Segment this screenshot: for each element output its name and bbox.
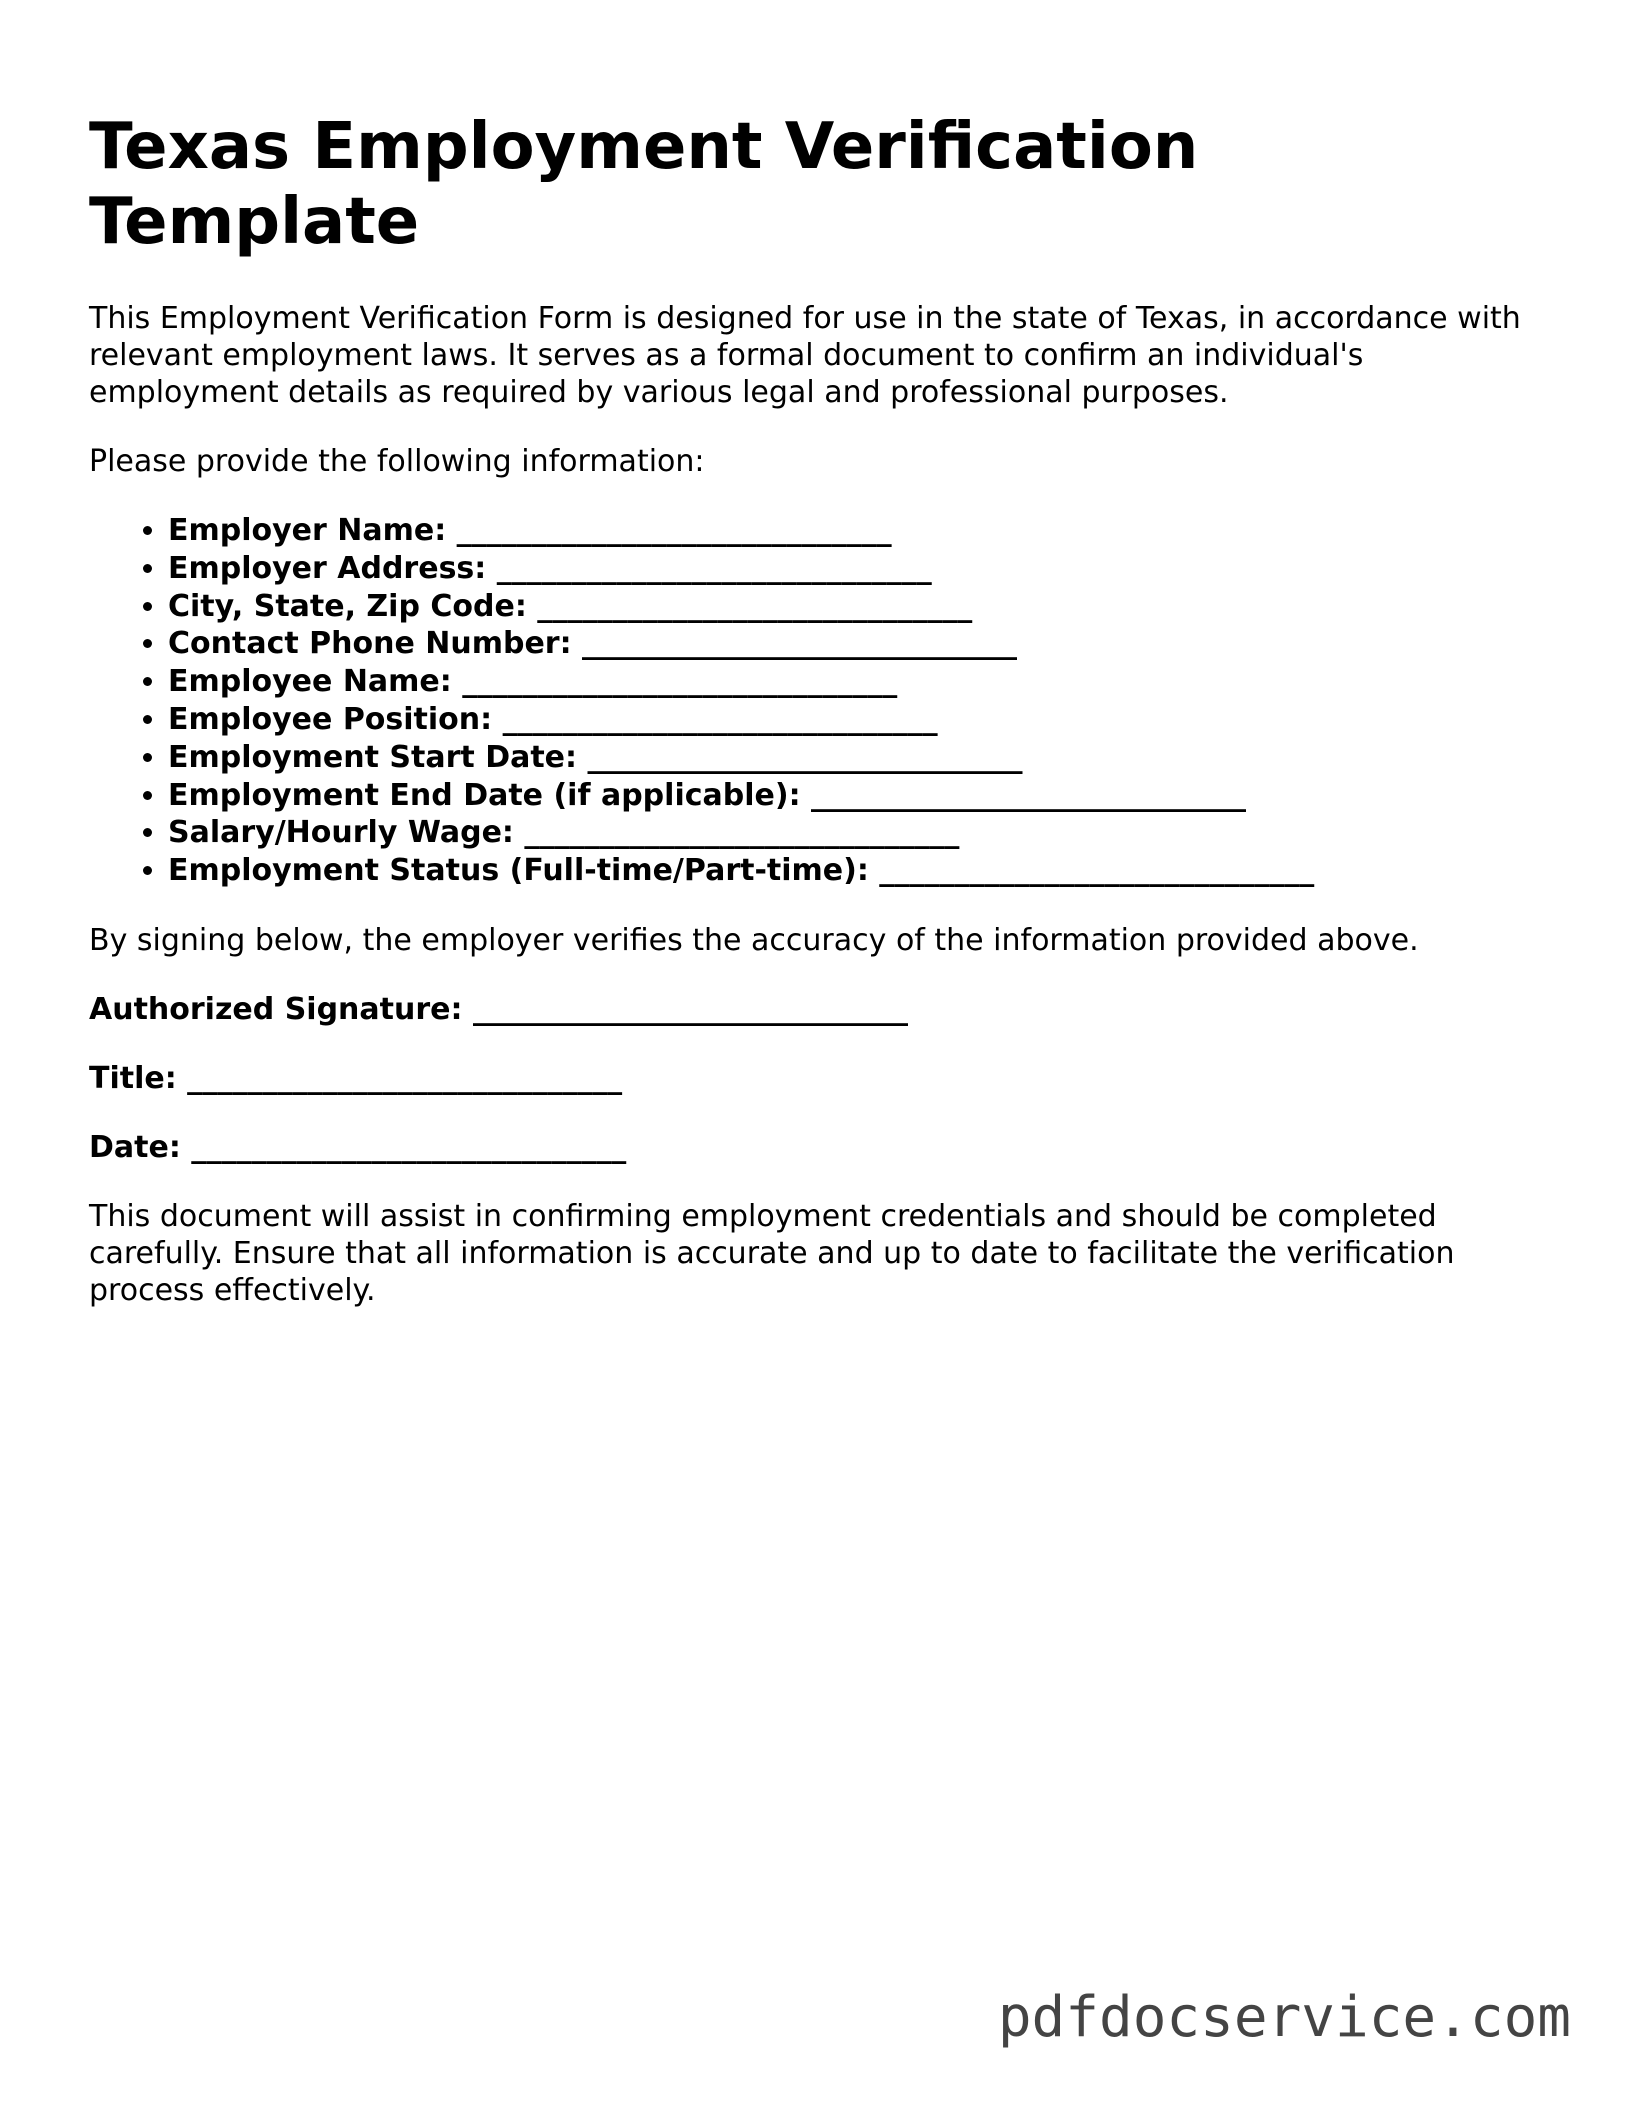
field-label: Employer Address:: [168, 550, 487, 586]
field-label: Employment End Date (if applicable):: [168, 777, 801, 813]
blank-line[interactable]: _____________________________: [879, 853, 1315, 889]
field-label: Employment Status (Full-time/Part-time):: [168, 853, 869, 889]
field-start-date: [168, 739, 1549, 777]
field-label: Salary/Hourly Wage:: [168, 815, 514, 851]
authorized-signature-line: [89, 991, 1549, 1028]
blank-line[interactable]: _____________________________: [456, 513, 892, 548]
document-page: [89, 110, 1549, 1341]
title-line: [89, 1060, 1549, 1097]
field-list: [89, 512, 1549, 890]
field-salary-wage: [168, 814, 1549, 852]
intro-paragraph: This Employment Verification Form is designed for use in the state of Texas, in accordance with relevant employment laws. It serves as a formal document to confirm an individual's employment details as required by various legal and professional purposes.: [89, 301, 1521, 410]
verification-statement: By signing below, the employer verifies the accuracy of the information provided above.: [89, 922, 1419, 958]
field-label: Employment Start Date:: [168, 739, 578, 775]
blank-line[interactable]: _____________________________: [587, 739, 1023, 775]
signature-label: Authorized Signature:: [89, 991, 463, 1027]
blank-line[interactable]: _____________________________: [496, 550, 932, 586]
document-title: Texas Employment Verification Template: [89, 110, 1199, 259]
title-label: Title:: [89, 1060, 177, 1096]
field-label: City, State, Zip Code:: [168, 588, 527, 624]
blank-line[interactable]: _____________________________: [537, 588, 973, 624]
field-city-state-zip: [168, 588, 1549, 626]
field-label: Employee Name:: [168, 664, 452, 700]
field-label: Employee Position:: [168, 701, 493, 737]
watermark: pdfdocservice.com: [997, 1985, 1571, 2050]
field-employer-name: [168, 512, 1549, 550]
blank-line[interactable]: _____________________________: [524, 815, 960, 851]
blank-line[interactable]: _____________________________: [472, 991, 908, 1027]
blank-line[interactable]: _____________________________: [191, 1129, 627, 1165]
blank-line[interactable]: _____________________________: [582, 626, 1018, 662]
blank-line[interactable]: _____________________________: [811, 777, 1247, 813]
field-employee-position: [168, 701, 1549, 739]
prompt-text: Please provide the following information:: [89, 444, 705, 479]
field-label: Contact Phone Number:: [168, 626, 572, 662]
blank-line[interactable]: _____________________________: [462, 664, 898, 700]
field-label: Employer Name:: [168, 513, 447, 548]
field-employee-name: [168, 663, 1549, 701]
field-employer-address: [168, 550, 1549, 588]
field-contact-phone: [168, 625, 1549, 663]
field-end-date: [168, 777, 1549, 815]
field-employment-status: [168, 852, 1549, 890]
blank-line[interactable]: _____________________________: [187, 1060, 623, 1096]
date-line: [89, 1129, 1549, 1166]
date-label: Date:: [89, 1129, 181, 1165]
closing-paragraph: This document will assist in confirming employment credentials and should be completed carefully. Ensure that all information is accurate and up to date to facilitate the verification process effectively.: [89, 1198, 1455, 1308]
blank-line[interactable]: _____________________________: [502, 701, 938, 737]
